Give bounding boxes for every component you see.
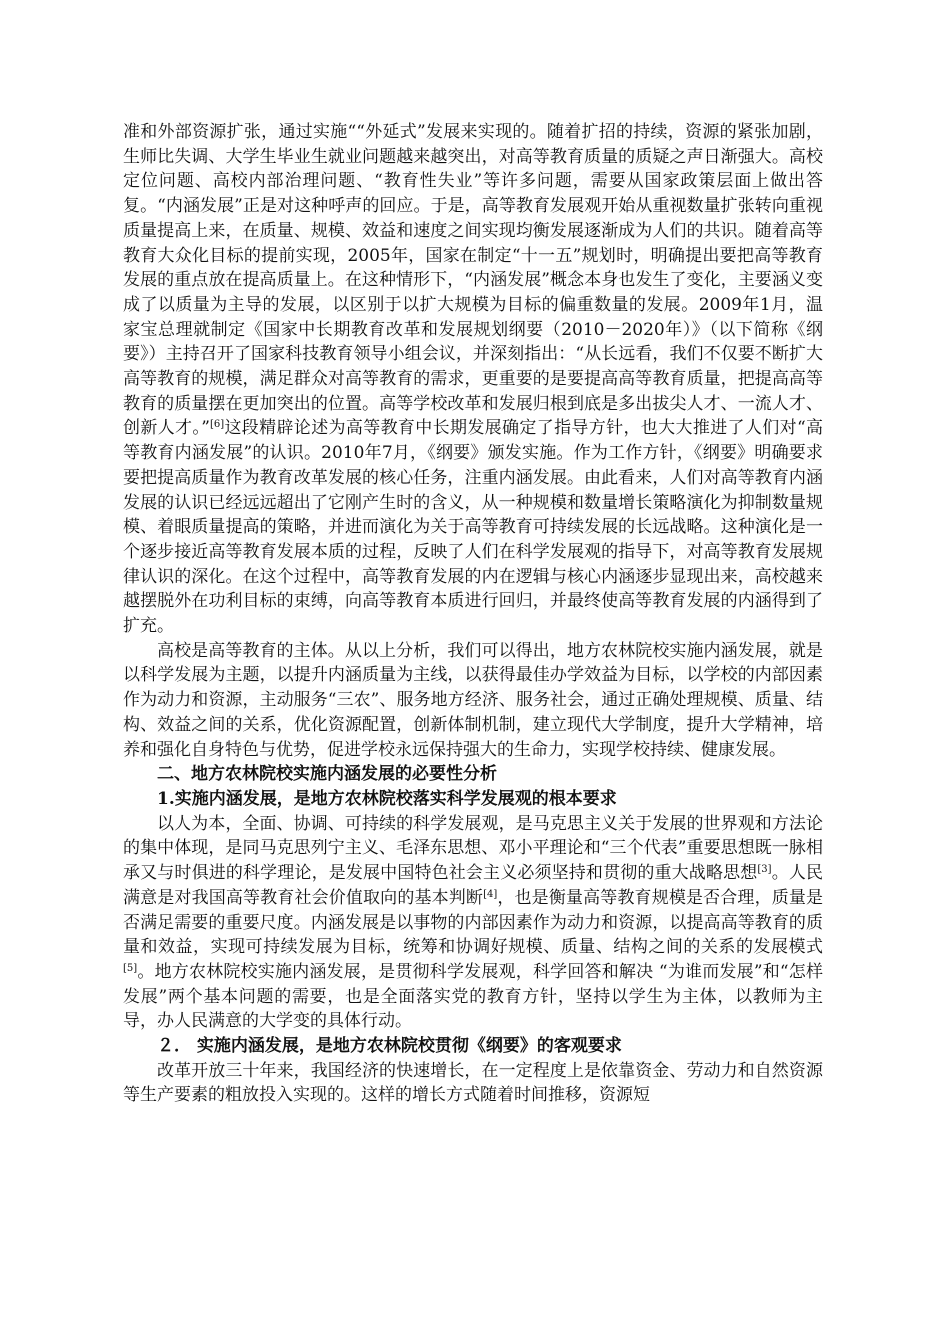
citation-ref: [5] bbox=[123, 962, 138, 974]
paragraph: 改革开放三十年来，我国经济的快速增长，在一定程度上是依靠资金、劳动力和自然资源等生产要素的粗放投入实现的。这样的增长方式随着时间推移，资源短 bbox=[123, 1060, 823, 1106]
citation-ref: [3] bbox=[757, 864, 772, 876]
paragraph: 高校是高等教育的主体。从以上分析，我们可以得出，地方农林院校实施内涵发展，就是以科学发展为主题，以提升内涵质量为主线，以获得最佳办学效益为目标，以学校的内部因素作为动力和资源，主动服务“三农”、服务地方经济、服务社会，通过正确处理规模、质量、结构、效益之间的关系，优化资源配置，创新体制机制，建立现代大学制度，提升大学精神，培养和强化自身特色与优势，促进学校永远保持强大的生命力，实现学校持续、健康发展。 bbox=[123, 640, 823, 760]
subsection-heading: ２． 实施内涵发展，是地方农林院校贯彻《纲要》的客观要求 bbox=[157, 1036, 622, 1057]
document-body bbox=[123, 120, 823, 1108]
subsection-heading: 1.实施内涵发展，是地方农林院校落实科学发展观的根本要求 bbox=[157, 788, 617, 809]
paragraph: 以人为本，全面、协调、可持续的科学发展观，是马克思主义关于发展的世界观和方法论的集中体现，是同马克思列宁主义、毛泽东思想、邓小平理论和“三个代表”重要思想既一脉相承又与时俱进的科学理论，是发展中国特色社会主义必须坚持和贯彻的重大战略思想[3]。人民满意是对我国高等教育社会价值取向的基本判断[4]，也是衡量高等教育规模是否合理，质量是否满足需要的重要尺度。内涵发展是以事物的内部因素作为动力和资源，以提高高等教育的质量和效益，实现可持续发展为目标，统筹和协调好规模、质量、结构之间的关系的发展模式[5]。地方农林院校实施内涵发展，是贯彻科学发展观，科学回答和解决 “为谁而发展”和“怎样发展”两个基本问题的需要，也是全面落实党的教育方针，坚持以学生为主体，以教师为主导，办人民满意的大学变的具体行动。 bbox=[123, 813, 824, 1032]
section-heading: 二、地方农林院校实施内涵发展的必要性分析 bbox=[157, 764, 497, 785]
citation-ref: [4] bbox=[483, 888, 498, 900]
paragraph: 准和外部资源扩张，通过实施““外延式”发展来实现的。随着扩招的持续，资源的紧张加剧，生师比失调、大学生毕业生就业问题越来越突出，对高等教育质量的质疑之声日渐强大。高校定位问题、高校内部治理问题、“教育性失业”等许多问题，需要从国家政策层面上做出答复。“内涵发展”正是对这种呼声的回应。于是，高等教育发展观开始从重视数量扩张转向重视质量提高上来，在质量、规模、效益和速度之间实现均衡发展逐渐成为人们的共识。随着高等教育大众化目标的提前实现，2005年，国家在制定“十一五”规划时，明确提出要把高等教育发展的重点放在提高质量上。在这种情形下，“内涵发展”概念本身也发生了变化，主要涵义变成了以质量为主导的发展，以区别于以扩大规模为目标的偏重数量的发展。2009年1月，温家宝总理就制定《国家中长期教育改革和发展规划纲要（2010－2020年）》（以下简称《纲要》）主持召开了国家科技教育领导小组会议，并深刻指出：“从长远看，我们不仅要不断扩大高等教育的规模，满足群众对高等教育的需求，更重要的是要提高高等教育质量，把提高高等教育的质量摆在更加突出的位置。高等学校改革和发展归根到底是多出拔尖人才、一流人才、创新人才。”[6]这段精辟论述为高等教育中长期发展确定了指导方针，也大大推进了人们对“高等教育内涵发展”的认识。2010年7月，《纲要》颁发实施。作为工作方针，《纲要》明确要求要把提高质量作为教育改革发展的核心任务，注重内涵发展。由此看来，人们对高等教育内涵发展的认识已经远远超出了它刚产生时的含义，从一种规模和数量增长策略演化为抑制数量规模、着眼质量提高的策略，并进而演化为关于高等教育可持续发展的长远战略。这种演化是一个逐步接近高等教育发展本质的过程，反映了人们在科学发展观的指导下，对高等教育发展规律认识的深化。在这个过程中，高等教育发展的内在逻辑与核心内涵逐步显现出来，高校越来越摆脱外在功利目标的束缚，向高等教育本质进行回归，并最终使高等教育发展的内涵得到了扩充。 bbox=[123, 122, 823, 637]
citation-ref: [6] bbox=[209, 419, 225, 431]
